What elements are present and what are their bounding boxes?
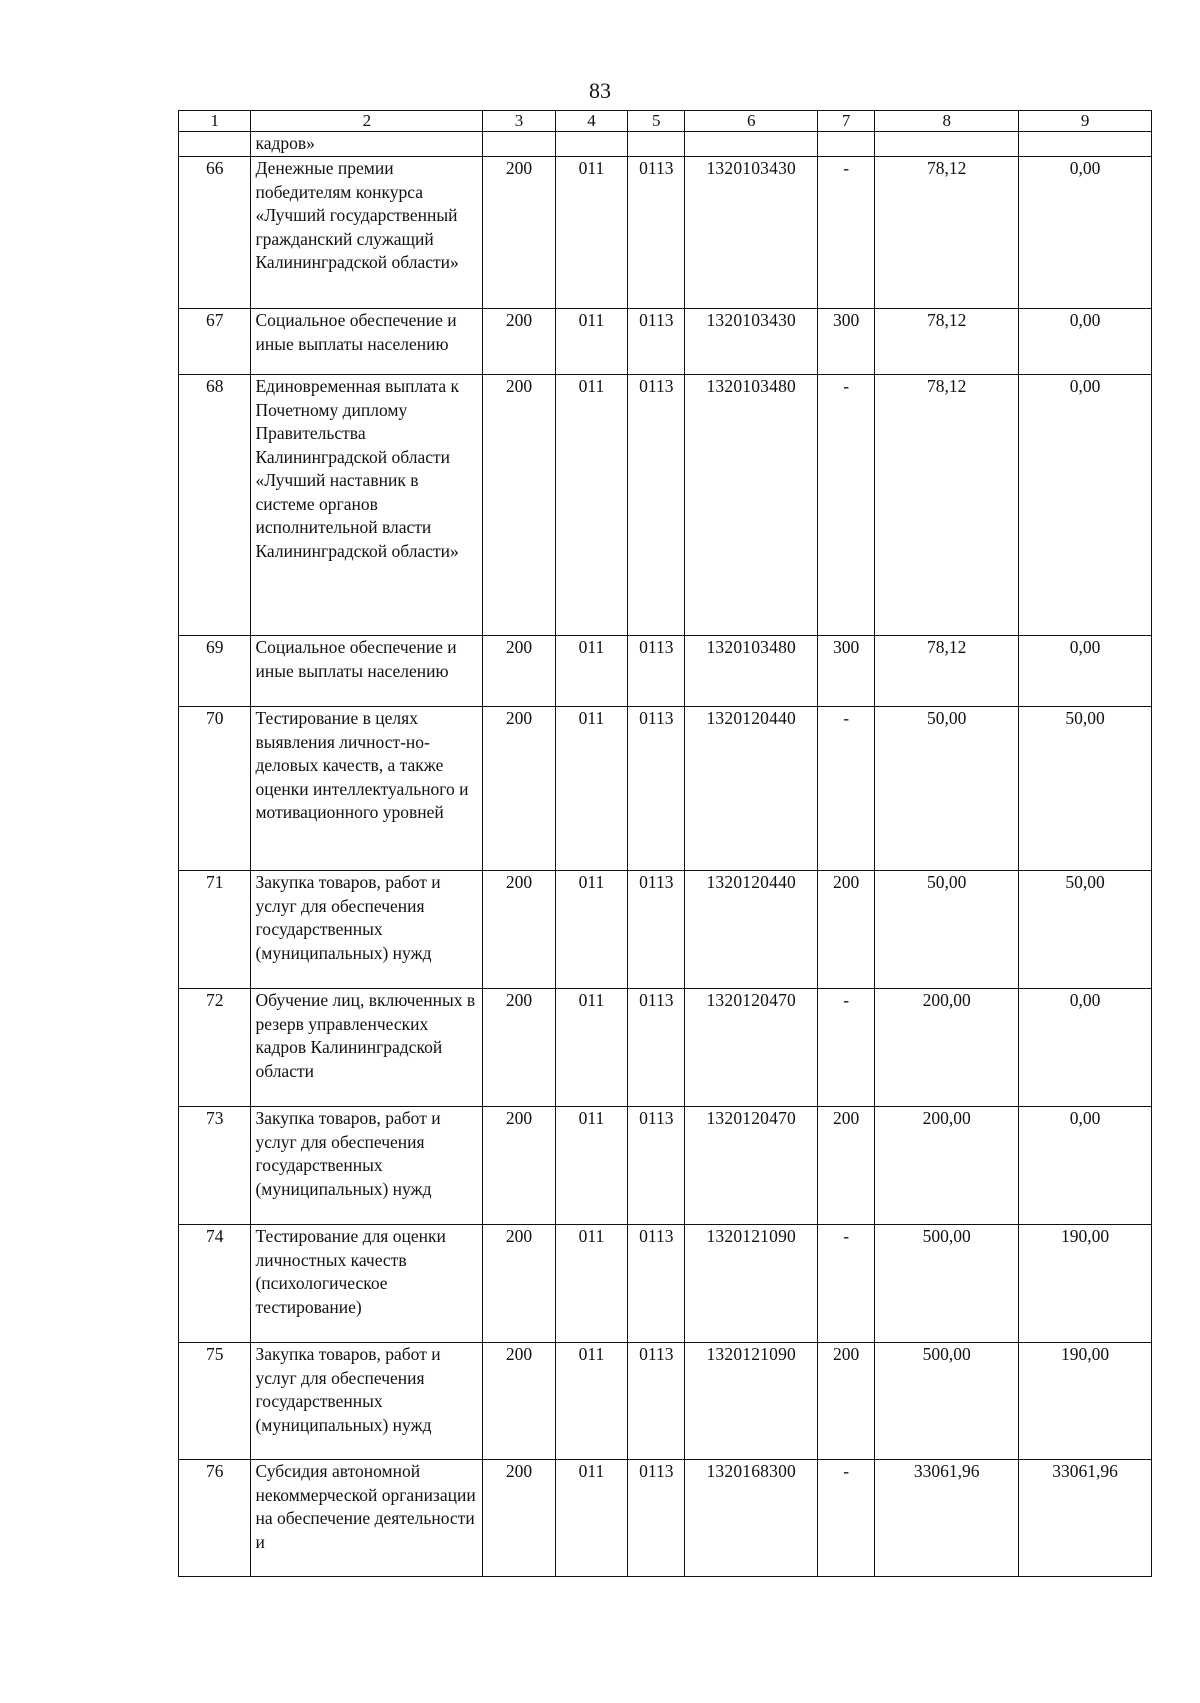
- expense-type-code-cell: 300: [818, 636, 875, 707]
- column-header: 5: [628, 111, 685, 132]
- subsection-code-cell: 0113: [628, 707, 685, 871]
- item-name-cell: Закупка товаров, работ и услуг для обеспечения государственных (муниципальных) нужд: [251, 1107, 483, 1225]
- subsection-code-cell: 0113: [628, 1460, 685, 1577]
- subsection-code-cell: 0113: [628, 989, 685, 1107]
- section-code-cell: 011: [555, 1107, 627, 1225]
- subsection-code-cell: 0113: [628, 636, 685, 707]
- section-code-cell: 011: [555, 1225, 627, 1343]
- table-row: [179, 707, 1152, 871]
- subsection-code-cell: 0113: [628, 1343, 685, 1460]
- item-name-cell: Тестирование для оценки личностных качеств (психологическое тестирование): [251, 1225, 483, 1343]
- section-code-cell: 011: [555, 1343, 627, 1460]
- target-article-code-cell: 1320103430: [685, 157, 818, 309]
- row-number-cell: 71: [179, 871, 251, 989]
- column-header: 4: [555, 111, 627, 132]
- grbs-code-cell: 200: [483, 871, 555, 989]
- column-header: 1: [179, 111, 251, 132]
- target-article-code-cell: 1320121090: [685, 1225, 818, 1343]
- row-number-cell: 74: [179, 1225, 251, 1343]
- section-code-cell: 011: [555, 309, 627, 375]
- grbs-code-cell: 200: [483, 1343, 555, 1460]
- table-row: [179, 989, 1152, 1107]
- table-row: [179, 157, 1152, 309]
- target-article-code-cell: 1320103480: [685, 636, 818, 707]
- target-article-code-cell: 1320120470: [685, 989, 818, 1107]
- item-name-cell: Закупка товаров, работ и услуг для обеспечения государственных (муниципальных) нужд: [251, 1343, 483, 1460]
- section-code-cell: 011: [555, 157, 627, 309]
- section-code-cell: 011: [555, 636, 627, 707]
- item-name-cell: Обучение лиц, включенных в резерв управленческих кадров Калининградской области: [251, 989, 483, 1107]
- table-row: [179, 1225, 1152, 1343]
- target-article-code-cell: 1320103430: [685, 309, 818, 375]
- amount-col8-cell: 200,00: [875, 1107, 1019, 1225]
- grbs-code-cell: 200: [483, 1460, 555, 1577]
- amount-col8-cell: 50,00: [875, 871, 1019, 989]
- item-name-cell: кадров»: [251, 132, 483, 157]
- grbs-code-cell: 200: [483, 1225, 555, 1343]
- empty-cell: [818, 132, 875, 157]
- column-header: 9: [1019, 111, 1152, 132]
- expense-type-code-cell: -: [818, 1225, 875, 1343]
- table-row: [179, 1460, 1152, 1577]
- column-header: 3: [483, 111, 555, 132]
- expense-type-code-cell: 200: [818, 871, 875, 989]
- item-name-cell: Закупка товаров, работ и услуг для обеспечения государственных (муниципальных) нужд: [251, 871, 483, 989]
- amount-col9-cell: 50,00: [1019, 707, 1152, 871]
- section-code-cell: 011: [555, 375, 627, 636]
- amount-col9-cell: 0,00: [1019, 1107, 1152, 1225]
- expense-type-code-cell: 300: [818, 309, 875, 375]
- item-name-cell: Социальное обеспечение и иные выплаты населению: [251, 636, 483, 707]
- table-row: [179, 636, 1152, 707]
- continuation-row: [179, 132, 1152, 157]
- expense-type-code-cell: -: [818, 157, 875, 309]
- subsection-code-cell: 0113: [628, 309, 685, 375]
- item-name-cell: Тестирование в целях выявления личност-но-деловых качеств, а также оценки интеллектуального и мотивационного уровней: [251, 707, 483, 871]
- item-name-cell: Денежные премии победителям конкурса «Лучший государственный гражданский служащий Калининградской области»: [251, 157, 483, 309]
- page-number: 83: [589, 78, 611, 103]
- target-article-code-cell: 1320168300: [685, 1460, 818, 1577]
- subsection-code-cell: 0113: [628, 1107, 685, 1225]
- grbs-code-cell: 200: [483, 707, 555, 871]
- amount-col9-cell: 33061,96: [1019, 1460, 1152, 1577]
- section-code-cell: 011: [555, 871, 627, 989]
- section-code-cell: 011: [555, 989, 627, 1107]
- empty-cell: [685, 132, 818, 157]
- row-number-cell: 73: [179, 1107, 251, 1225]
- empty-cell: [555, 132, 627, 157]
- amount-col9-cell: 0,00: [1019, 989, 1152, 1107]
- column-header: 2: [251, 111, 483, 132]
- column-header: 6: [685, 111, 818, 132]
- column-number-row: [179, 111, 1152, 132]
- subsection-code-cell: 0113: [628, 871, 685, 989]
- grbs-code-cell: 200: [483, 309, 555, 375]
- amount-col9-cell: 190,00: [1019, 1225, 1152, 1343]
- empty-cell: [628, 132, 685, 157]
- row-number-cell: [179, 132, 251, 157]
- empty-cell: [1019, 132, 1152, 157]
- table-row: [179, 375, 1152, 636]
- grbs-code-cell: 200: [483, 636, 555, 707]
- amount-col9-cell: 50,00: [1019, 871, 1152, 989]
- table-row: [179, 1343, 1152, 1460]
- target-article-code-cell: 1320120470: [685, 1107, 818, 1225]
- target-article-code-cell: 1320120440: [685, 871, 818, 989]
- amount-col8-cell: 50,00: [875, 707, 1019, 871]
- amount-col9-cell: 0,00: [1019, 636, 1152, 707]
- amount-col8-cell: 200,00: [875, 989, 1019, 1107]
- row-number-cell: 69: [179, 636, 251, 707]
- amount-col9-cell: 0,00: [1019, 157, 1152, 309]
- amount-col8-cell: 500,00: [875, 1225, 1019, 1343]
- amount-col9-cell: 190,00: [1019, 1343, 1152, 1460]
- column-header: 8: [875, 111, 1019, 132]
- table-row: [179, 871, 1152, 989]
- expense-type-code-cell: -: [818, 989, 875, 1107]
- table-row: [179, 309, 1152, 375]
- item-name-cell: Социальное обеспечение и иные выплаты населению: [251, 309, 483, 375]
- grbs-code-cell: 200: [483, 1107, 555, 1225]
- item-name-cell: Единовременная выплата к Почетному диплому Правительства Калининградской области «Лучший наставник в системе органов исполнительной власти Калининградской области»: [251, 375, 483, 636]
- row-number-cell: 66: [179, 157, 251, 309]
- subsection-code-cell: 0113: [628, 157, 685, 309]
- amount-col8-cell: 33061,96: [875, 1460, 1019, 1577]
- expense-type-code-cell: 200: [818, 1107, 875, 1225]
- grbs-code-cell: 200: [483, 157, 555, 309]
- expense-type-code-cell: 200: [818, 1343, 875, 1460]
- row-number-cell: 67: [179, 309, 251, 375]
- target-article-code-cell: 1320121090: [685, 1343, 818, 1460]
- empty-cell: [875, 132, 1019, 157]
- table-body: [179, 132, 1152, 1577]
- row-number-cell: 75: [179, 1343, 251, 1460]
- amount-col8-cell: 78,12: [875, 309, 1019, 375]
- amount-col9-cell: 0,00: [1019, 375, 1152, 636]
- budget-table: [178, 110, 1152, 1577]
- row-number-cell: 72: [179, 989, 251, 1107]
- table-row: [179, 1107, 1152, 1225]
- section-code-cell: 011: [555, 707, 627, 871]
- row-number-cell: 68: [179, 375, 251, 636]
- grbs-code-cell: 200: [483, 989, 555, 1107]
- row-number-cell: 70: [179, 707, 251, 871]
- amount-col8-cell: 500,00: [875, 1343, 1019, 1460]
- subsection-code-cell: 0113: [628, 375, 685, 636]
- amount-col9-cell: 0,00: [1019, 309, 1152, 375]
- row-number-cell: 76: [179, 1460, 251, 1577]
- item-name-cell: Субсидия автономной некоммерческой организации на обеспечение деятельности и: [251, 1460, 483, 1577]
- grbs-code-cell: 200: [483, 375, 555, 636]
- target-article-code-cell: 1320103480: [685, 375, 818, 636]
- subsection-code-cell: 0113: [628, 1225, 685, 1343]
- empty-cell: [483, 132, 555, 157]
- expense-type-code-cell: -: [818, 375, 875, 636]
- column-header: 7: [818, 111, 875, 132]
- section-code-cell: 011: [555, 1460, 627, 1577]
- expense-type-code-cell: -: [818, 1460, 875, 1577]
- expense-type-code-cell: -: [818, 707, 875, 871]
- amount-col8-cell: 78,12: [875, 375, 1019, 636]
- amount-col8-cell: 78,12: [875, 157, 1019, 309]
- target-article-code-cell: 1320120440: [685, 707, 818, 871]
- amount-col8-cell: 78,12: [875, 636, 1019, 707]
